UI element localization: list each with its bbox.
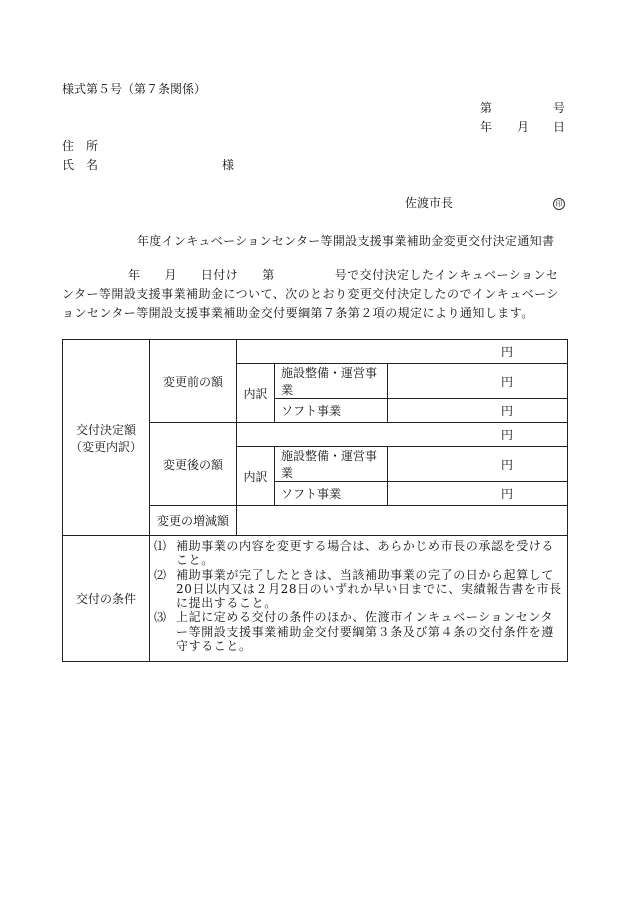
issuer-name: 佐渡市長 (405, 196, 454, 210)
after-total-yen: 円 (237, 423, 568, 447)
grant-amount-sublabel: （変更内訳） (69, 439, 142, 454)
body-text: 号で交付決定したインキュベーションセンター等開設支援事業補助金について、次のとおり変更交付決定したのでインキュベーションセンター等開設支援事業補助金交付要綱第７条第２項の規定により通知します。 (62, 268, 559, 320)
name-label: 氏 名 (62, 158, 99, 172)
before-amount-label: 変更前の額 (150, 340, 237, 423)
difference-value (237, 506, 568, 536)
before-soft-item: ソフト事業 (275, 399, 388, 423)
after-soft-item: ソフト事業 (275, 482, 388, 506)
date-year: 年 (480, 120, 493, 134)
body-paragraph (62, 266, 567, 323)
form-number-label: 様式第５号（第７条関係） (62, 82, 207, 96)
body-dai: 第 (262, 268, 275, 282)
after-soft-yen: 円 (388, 482, 568, 506)
before-facility-item: 施設整備・運営事業 (275, 364, 388, 399)
difference-label: 変更の増減額 (150, 506, 237, 536)
body-year: 年 (128, 268, 141, 282)
condition-item: ⑵ 補助事業が完了したときは、当該補助事業の完了の日から起算して20日以内又は２月28日のいずれか早い日までに、実績報告書を市長に提出すること。 (154, 567, 562, 611)
honorific: 様 (222, 158, 235, 172)
before-soft-yen: 円 (388, 399, 568, 423)
condition-item: ⑶ 上記に定める交付の条件のほか、佐渡市インキュベーションセンター等開設支援事業補助金交付要綱第３条及び第４条の交付条件を遵守すること。 (154, 610, 555, 654)
after-breakdown-label: 内訳 (237, 447, 275, 506)
doc-number-suffix: 号 (553, 101, 566, 115)
doc-number-prefix: 第 (480, 101, 493, 115)
after-facility-item: 施設整備・運営事業 (275, 447, 388, 482)
date-day: 日 (553, 120, 566, 134)
document-title: 年度インキュベーションセンター等開設支援事業補助金変更交付決定通知書 (137, 234, 555, 248)
body-month: 月 (164, 268, 177, 282)
before-total-yen: 円 (237, 340, 568, 364)
conditions-cell (150, 536, 568, 662)
after-amount-label: 変更後の額 (150, 423, 237, 506)
before-facility-yen: 円 (388, 364, 568, 399)
conditions-label: 交付の条件 (63, 536, 150, 662)
address-label: 住 所 (62, 139, 99, 153)
body-day: 日付け (200, 268, 239, 282)
before-breakdown-label: 内訳 (237, 364, 275, 423)
after-facility-yen: 円 (388, 447, 568, 482)
seal-icon: 印 (553, 198, 565, 210)
date-month: 月 (517, 120, 530, 134)
seal-stamp (553, 195, 565, 210)
grant-amount-label: 交付決定額 (75, 422, 136, 437)
grant-table (62, 339, 568, 662)
condition-item: ⑴ 補助事業の内容を変更する場合は、あらかじめ市長の承認を受けること。 (154, 539, 555, 568)
grant-amount-label-cell (63, 340, 150, 536)
